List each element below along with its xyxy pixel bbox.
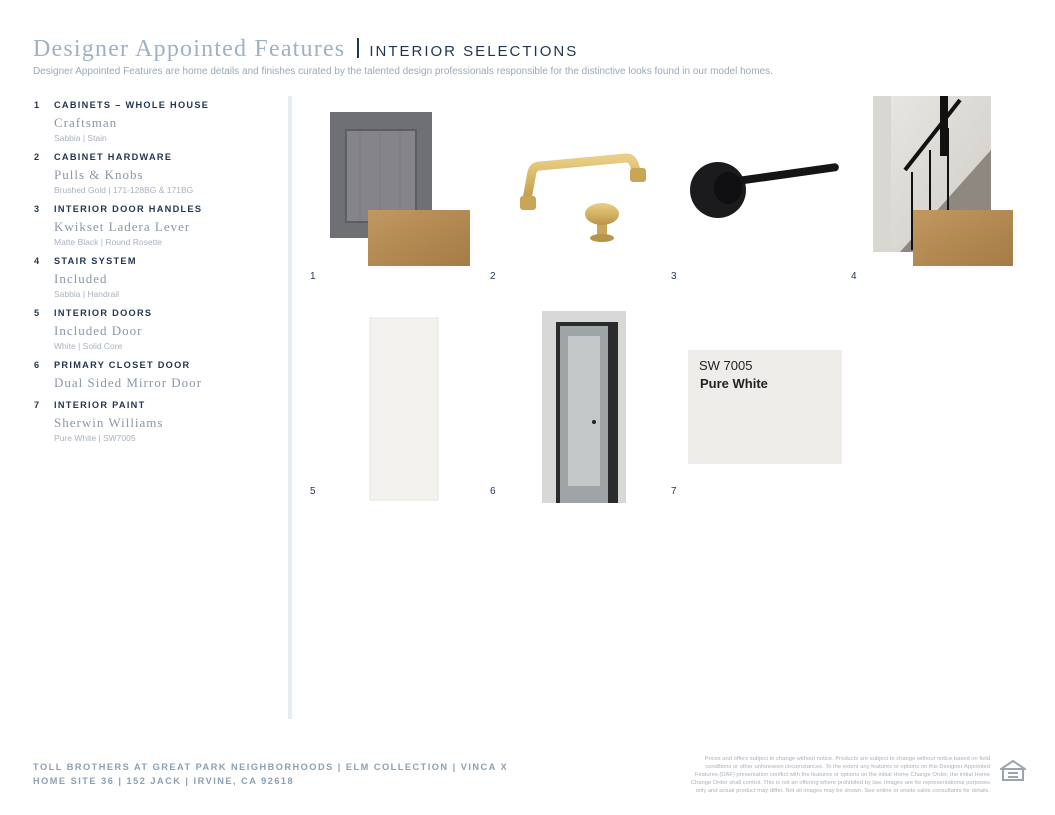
mirror-door-image [542,311,626,503]
interior-door-image [370,318,438,500]
selection-item [34,152,274,195]
selection-item [34,400,274,443]
selection-category: PRIMARY CLOSET DOOR [54,360,191,370]
legal-disclaimer: Prices and offers subject to change without notice. Products are subject to change without notice based on field conditions or other unforeseen circumstances. To the extent any features or options on this Designer Appointed Features (DAF) presentation conflict with the features or options on the initial Home Change Order, the initial Home Change Order shall control. This is not an offering where prohibited by law. Images are for representational purposes only and actual product may differ. Not all images may be shown. See online or onsite sales consultants for details. [690,756,990,794]
selection-number: 2 [34,152,41,162]
selection-category: INTERIOR PAINT [54,400,146,410]
selection-name: Pulls & Knobs [54,167,144,182]
selection-category: INTERIOR DOOR HANDLES [54,204,203,214]
image-label: 1 [310,271,316,282]
selection-number: 7 [34,400,41,410]
equal-housing-opportunity-icon [1000,760,1026,784]
image-label: 2 [490,271,496,282]
selection-detail: Sabbia | Handrail [54,289,120,299]
selection-number: 4 [34,256,41,266]
wood-finish-swatch [913,210,1013,266]
selection-name: Craftsman [54,115,118,130]
selection-item [34,256,274,299]
selection-item [34,360,274,391]
selection-name: Included Door [54,323,143,338]
homesite-line: HOME SITE 36 | 152 JACK | IRVINE, CA 92618 [33,776,295,786]
selection-detail: White | Solid Core [54,341,123,351]
selection-detail: Matte Black | Round Rosette [54,237,163,247]
title-separator [357,38,359,58]
community-line: TOLL BROTHERS AT GREAT PARK NEIGHBORHOODS | ELM COLLECTION | VINCA X [33,762,509,772]
paint-name: Pure White [700,376,768,391]
door-lever-image [690,162,839,218]
product-gallery [300,90,1040,510]
selection-number: 5 [34,308,41,318]
image-label: 3 [671,271,677,282]
selections-list [34,100,274,452]
selection-name: Sherwin Williams [54,415,164,430]
selection-category: CABINET HARDWARE [54,152,173,162]
community-info [33,760,508,788]
page-title: Designer Appointed Features [33,36,346,62]
cabinet-knob-image [585,203,619,242]
image-label: 5 [310,486,316,497]
page-header [33,36,578,63]
section-divider [288,96,292,719]
wood-finish-swatch [368,210,470,266]
selection-category: STAIR SYSTEM [54,256,137,266]
selection-item [34,204,274,247]
selection-name: Kwikset Ladera Lever [54,219,191,234]
selection-name: Dual Sided Mirror Door [54,375,203,390]
selection-item [34,308,274,351]
selection-detail: Brushed Gold | 171-128BG & 171BG [54,185,194,195]
selection-number: 3 [34,204,41,214]
selection-name: Included [54,271,108,286]
cabinet-pull-image [520,158,646,210]
image-label: 7 [671,486,677,497]
selection-number: 1 [34,100,41,110]
selection-item [34,100,274,143]
paint-code: SW 7005 [699,358,753,373]
selection-category: INTERIOR DOORS [54,308,153,318]
intro-text: Designer Appointed Features are home details and finishes curated by the talented design professionals responsible for the distinctive looks found in our model homes. [33,66,773,77]
selection-category: CABINETS – WHOLE HOUSE [54,100,210,110]
image-label: 4 [851,271,857,282]
selection-number: 6 [34,360,41,370]
selection-detail: Sabbia | Stain [54,133,107,143]
selection-detail: Pure White | SW7005 [54,433,136,443]
image-label: 6 [490,486,496,497]
page-subtitle: INTERIOR SELECTIONS [369,43,579,60]
